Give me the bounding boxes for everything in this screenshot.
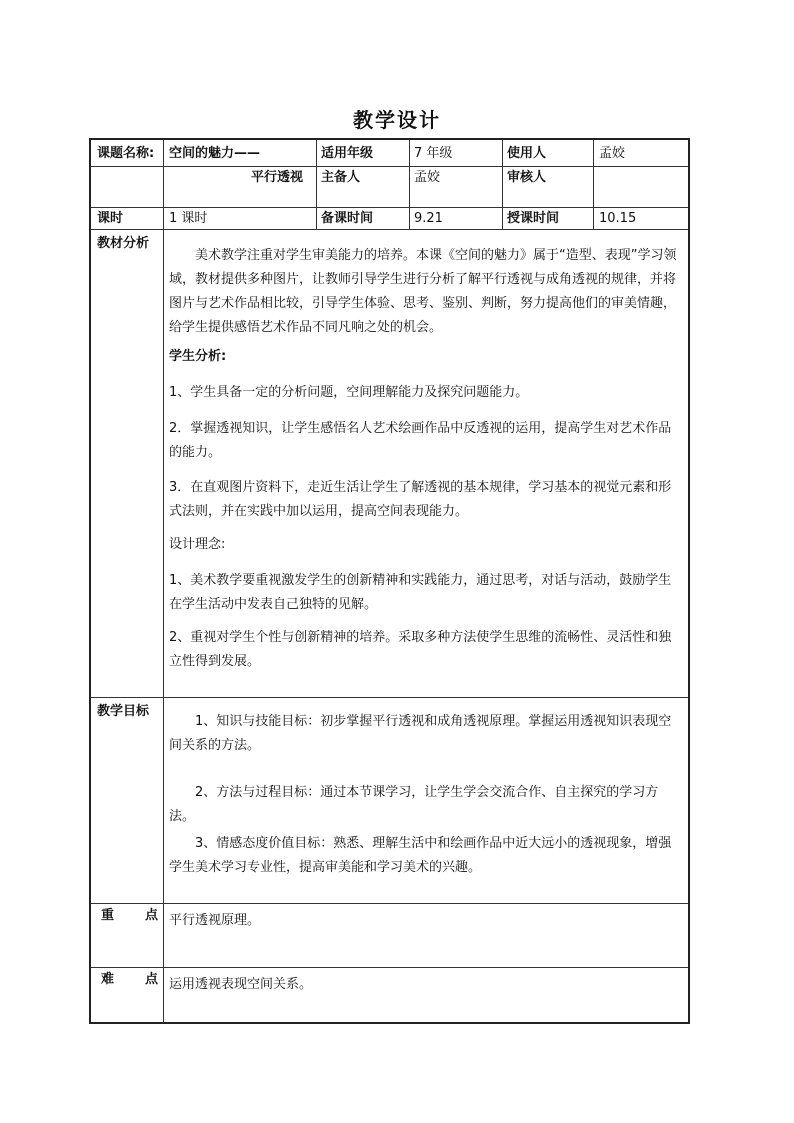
key-points-label-2: 点 [145, 908, 159, 923]
course-name-value: 空间的魅力—— [169, 146, 261, 161]
hours-label: 课时 [97, 211, 124, 226]
course-name-label: 课题名称: [97, 146, 155, 161]
student-analysis-item-2: 2．掌握透视知识，让学生感悟名人艺术绘画作品中反透视的运用，提高学生对艺术作品的能力。 [169, 421, 672, 460]
teaching-goal-2: 2、方法与过程目标：通过本节课学习，让学生学会交流合作、自主探究的学习方法。 [169, 785, 659, 824]
grade-label: 适用年级 [321, 146, 374, 161]
col-divider [593, 140, 594, 229]
key-points-label-1: 重 [101, 908, 115, 923]
teach-time-value: 10.15 [599, 211, 637, 226]
row-divider [91, 903, 688, 904]
col-divider [502, 140, 503, 229]
grade-value: 7 年级 [414, 146, 453, 161]
hours-value: 1 课时 [169, 211, 208, 226]
difficulties-label-2: 点 [145, 972, 159, 987]
material-analysis-label: 教材分析 [97, 236, 150, 251]
key-points-value: 平行透视原理。 [169, 913, 261, 928]
preparer-value: 孟姣 [414, 170, 441, 185]
teaching-goal-3: 3、情感态度价值目标：熟悉、理解生活中和绘画作品中近大远小的透视现象，增强学生美术学习专业性，提高审美能和学习美术的兴趣。 [169, 836, 672, 875]
difficulties-value: 运用透视表现空间关系。 [169, 977, 313, 992]
row-divider [91, 207, 688, 208]
lesson-plan-table [89, 138, 690, 1024]
course-subtitle: 平行透视 [250, 170, 303, 185]
col-divider [163, 229, 164, 1022]
col-divider [409, 140, 410, 229]
preparer-label: 主备人 [321, 170, 361, 185]
reviewer-label: 审核人 [507, 170, 547, 185]
user-label: 使用人 [507, 146, 547, 161]
row-divider [91, 229, 688, 230]
design-concept-item-2: 2、重视对学生个性与创新精神的培养。采取多种方法使学生思维的流畅性、灵活性和独立性得到发展。 [169, 630, 672, 669]
row-divider [91, 166, 688, 167]
difficulties-label-1: 难 [101, 972, 115, 987]
design-concept-heading: 设计理念: [169, 537, 226, 552]
page-title: 教学设计 [353, 108, 441, 132]
col-divider [316, 140, 317, 229]
design-concept-item-1: 1、美术教学要重视激发学生的创新精神和实践能力，通过思考，对话与活动，鼓励学生在学生活动中发表自己独特的见解。 [169, 573, 672, 612]
student-analysis-heading: 学生分析: [169, 349, 227, 364]
row-divider [91, 967, 688, 968]
teaching-goal-1: 1、知识与技能目标：初步掌握平行透视和成角透视原理。掌握运用透视知识表现空间关系的方法。 [169, 714, 672, 753]
prep-time-value: 9.21 [414, 211, 443, 226]
prep-time-label: 备课时间 [321, 211, 374, 226]
teaching-goals-label: 教学目标 [97, 704, 150, 719]
material-analysis-intro: 美术教学注重对学生审美能力的培养。本课《空间的魅力》属于“造型、表现”学习领域，教材提供多种图片，让教师引导学生进行分析了解平行透视与成角透视的规律，并将图片与艺术作品相比较，引导学生体验、思考、鉴别、判断，努力提高他们的审美情趣，给学生提供感悟艺术作品不同凡响之处的机会。 [169, 248, 677, 335]
student-analysis-item-3: 3．在直观图片资料下，走近生活让学生了解透视的基本规律，学习基本的视觉元素和形式法则，并在实践中加以运用，提高空间表现能力。 [169, 480, 672, 519]
student-analysis-item-1: 1、学生具备一定的分析问题，空间理解能力及探究问题能力。 [169, 385, 529, 400]
user-value: 孟姣 [599, 146, 626, 161]
teach-time-label: 授课时间 [507, 211, 560, 226]
row-divider [91, 697, 688, 698]
